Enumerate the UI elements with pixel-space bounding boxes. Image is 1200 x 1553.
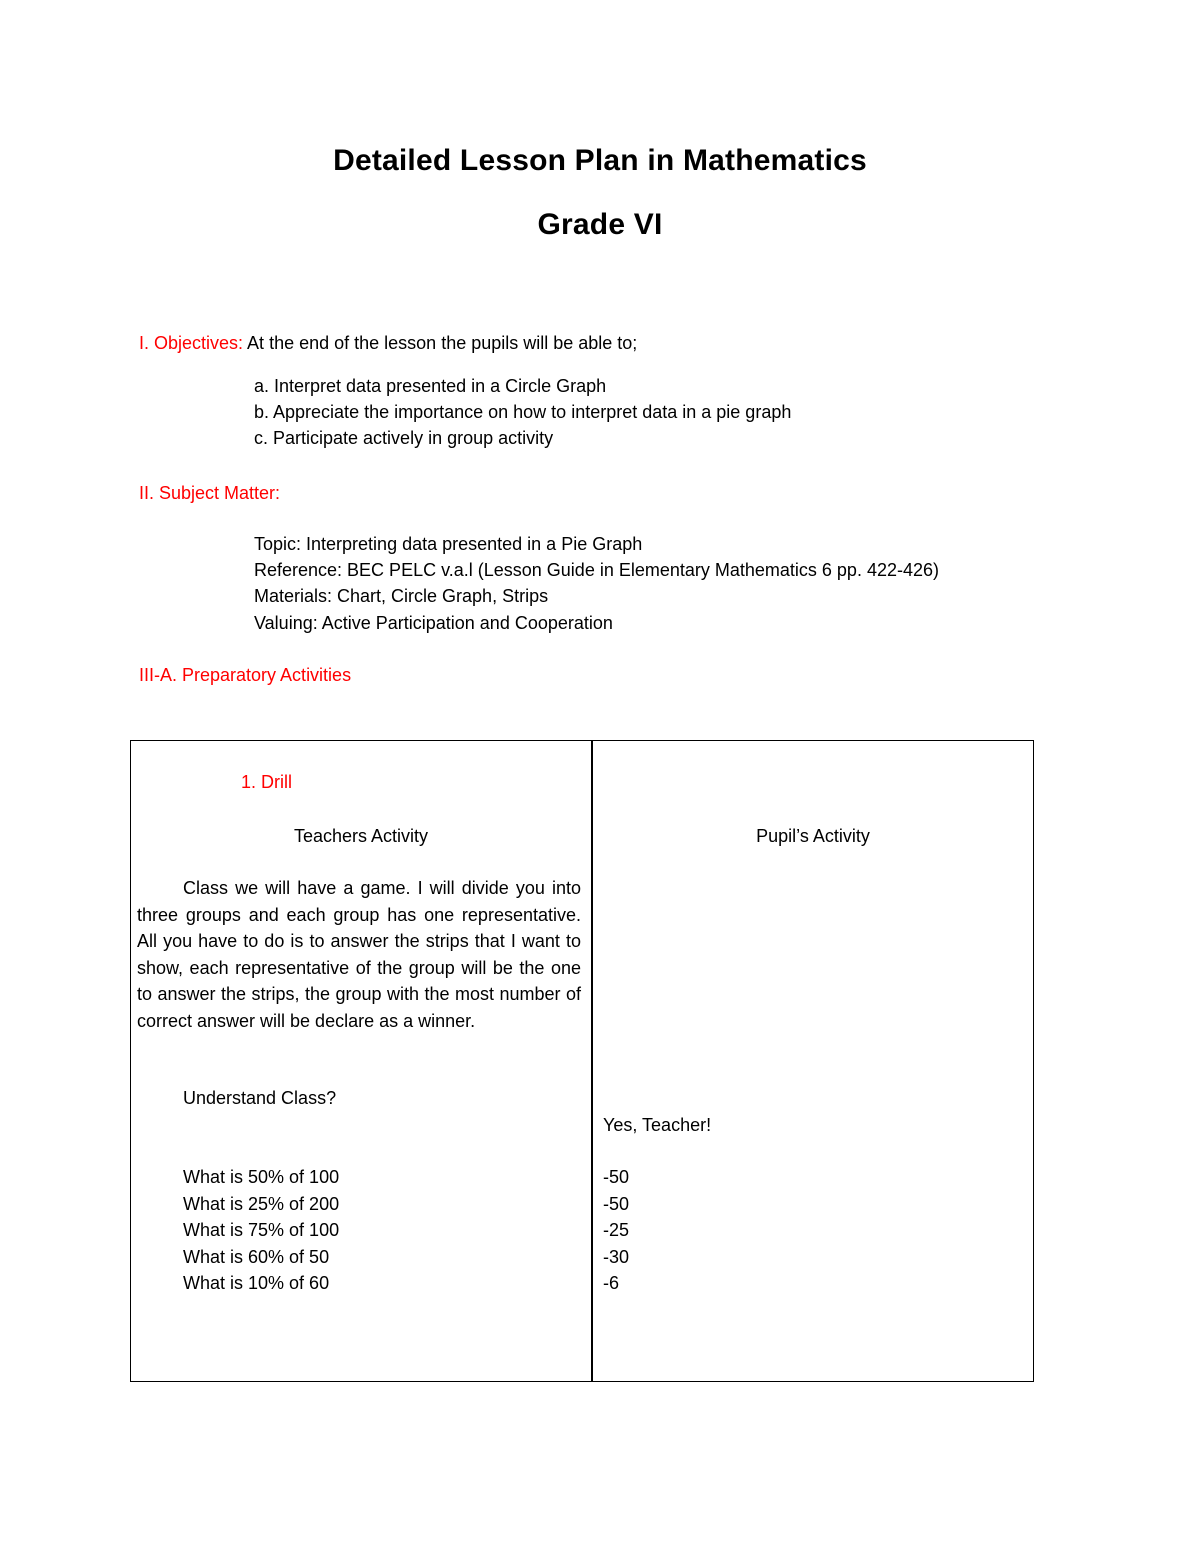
drill-question: What is 10% of 60 <box>183 1273 330 1293</box>
teacher-question-understand: Understand Class? <box>183 1088 337 1108</box>
drill-questions <box>183 1164 339 1297</box>
drill-question: What is 50% of 100 <box>183 1167 340 1187</box>
activity-table <box>130 740 1034 1382</box>
drill-answer: -30 <box>603 1246 630 1267</box>
drill-question: What is 75% of 100 <box>183 1220 340 1240</box>
subject-reference: Reference: BEC PELC v.a.l (Lesson Guide in Elementary Mathematics 6 pp. 422-426) <box>254 560 940 580</box>
subject-materials: Materials: Chart, Circle Graph, Strips <box>254 586 549 606</box>
preparatory-heading: III-A. Preparatory Activities <box>139 665 352 685</box>
drill-answer: -25 <box>603 1220 630 1240</box>
drill-heading: 1. Drill <box>241 772 293 792</box>
subject-matter-heading: II. Subject Matter: <box>139 483 281 503</box>
drill-answer: -6 <box>603 1273 620 1293</box>
document-title: Detailed Lesson Plan in Mathematics <box>333 144 867 177</box>
subject-valuing: Valuing: Active Participation and Cooperation <box>254 613 613 633</box>
objective-item: b. Appreciate the importance on how to interpret data in a pie graph <box>254 402 792 422</box>
objective-item: c. Participate actively in group activity <box>254 428 554 448</box>
objectives-intro: At the end of the lesson the pupils will be able to; <box>243 333 638 353</box>
drill-question: What is 25% of 200 <box>183 1193 340 1214</box>
document-subtitle: Grade VI <box>537 208 663 241</box>
drill-answer: -50 <box>603 1167 630 1187</box>
objectives-heading: I. Objectives: <box>139 333 244 353</box>
pupil-reply: Yes, Teacher! <box>603 1115 712 1135</box>
objectives-line <box>139 331 637 355</box>
game-instructions: Class we will have a game. I will divide you into three groups and each group has one representative. All you have to do is to answer the strips that I want to show, each representative of the group will be the one to answer the strips, the group with the most number of correct answer will be declare as a winner. <box>137 878 581 1031</box>
pupil-activity-header: Pupil’s Activity <box>756 826 870 846</box>
drill-answers <box>603 1164 629 1297</box>
drill-question: What is 60% of 50 <box>183 1246 330 1267</box>
objective-item: a. Interpret data presented in a Circle Graph <box>254 376 607 396</box>
teacher-activity-header: Teachers Activity <box>293 826 429 846</box>
drill-answer: -50 <box>603 1193 630 1214</box>
subject-topic: Topic: Interpreting data presented in a Pie Graph <box>254 534 643 554</box>
